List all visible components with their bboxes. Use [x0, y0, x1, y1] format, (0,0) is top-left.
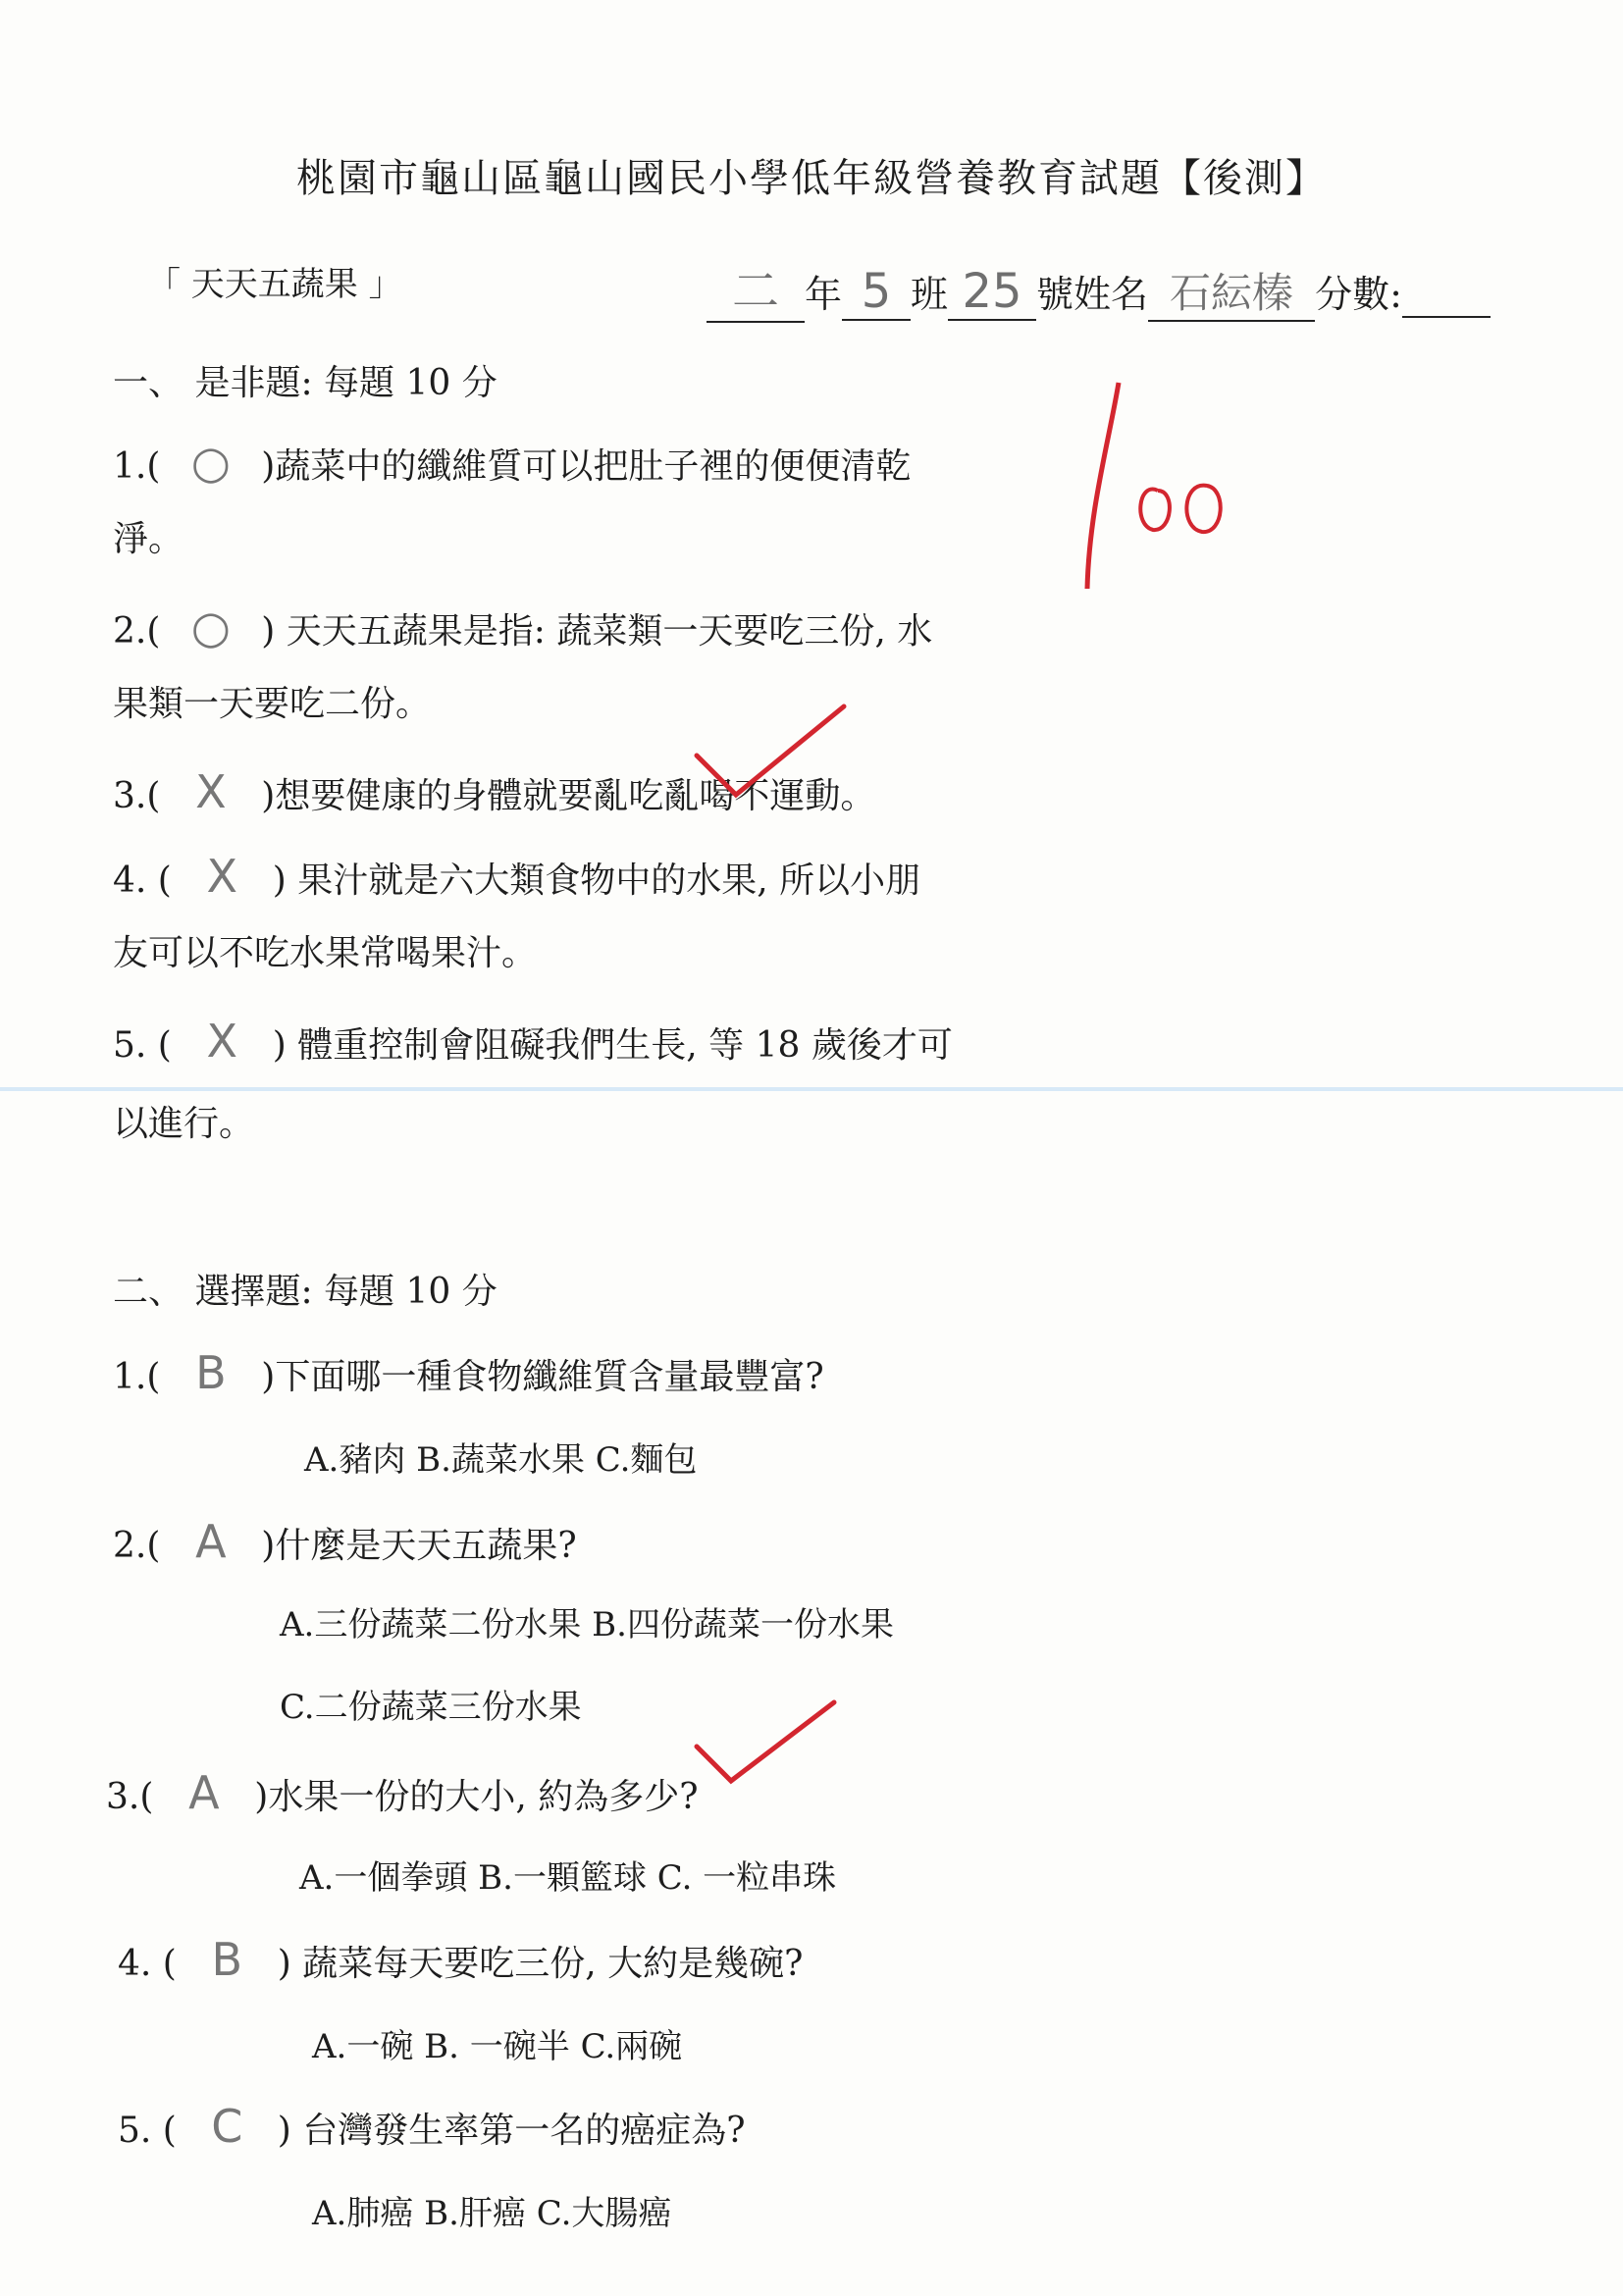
mc-answer-1: B	[195, 1346, 227, 1399]
tf-question-1: 1.( ○ )蔬菜中的纖維質可以把肚子裡的便便清乾	[113, 436, 912, 489]
mc-question-4-options: A.一碗 B. 一碗半 C.兩碗	[312, 2027, 683, 2066]
section1-heading: 一、 是非題: 每題 10 分	[113, 363, 497, 403]
tf-question-1-text: 蔬菜中的纖維質可以把肚子裡的便便清乾	[275, 446, 912, 487]
tf-question-3: 3.( X )想要健康的身體就要亂吃亂喝不運動。	[113, 765, 876, 818]
check-mark	[687, 1688, 844, 1796]
grade-value: 二	[707, 253, 805, 323]
tf-answer-5: X	[206, 1015, 238, 1068]
name-label: 姓名	[1073, 273, 1149, 316]
check-mark	[687, 697, 864, 814]
tf-question-5-cont: 以進行。	[113, 1104, 255, 1144]
section2-heading: 二、 選擇題: 每題 10 分	[113, 1272, 497, 1312]
tf-question-2-text: 天天五蔬果是指: 蔬菜類一天要吃三份, 水	[286, 611, 933, 652]
tf-answer-2: ○	[190, 600, 231, 653]
tf-question-4-text: 果汁就是六大類食物中的水果, 所以小朋	[297, 861, 921, 901]
mc-question-1-options: A.豬肉 B.蔬菜水果 C.麵包	[304, 1440, 698, 1480]
score-label: 分數:	[1315, 273, 1402, 316]
tf-question-5: 5. ( X ) 體重控制會阻礙我們生長, 等 18 歲後才可	[113, 1015, 953, 1068]
class-label: 班	[911, 273, 949, 316]
mc-question-4-text: 蔬菜每天要吃三份, 大約是幾碗?	[302, 1944, 804, 1984]
mc-answer-5: C	[211, 2100, 243, 2153]
paper-fold-line	[0, 1087, 1623, 1091]
seat-number-value: 25	[948, 264, 1036, 321]
tf-question-5-text: 體重控制會阻礙我們生長, 等 18 歲後才可	[297, 1025, 953, 1066]
tf-question-1-cont: 淨。	[113, 519, 184, 559]
mc-question-3-text: 水果一份的大小, 約為多少?	[268, 1777, 699, 1817]
mc-question-2-text: 什麼是天天五蔬果?	[275, 1526, 577, 1566]
mc-answer-4: B	[211, 1933, 243, 1986]
mc-question-1: 1.( B )下面哪一種食物纖維質含量最豐富?	[113, 1346, 824, 1399]
mc-question-5-options: A.肺癌 B.肝癌 C.大腸癌	[312, 2194, 672, 2233]
tf-answer-1: ○	[190, 436, 231, 489]
mc-question-4: 4. ( B ) 蔬菜每天要吃三份, 大約是幾碗?	[118, 1933, 804, 1986]
tf-question-4: 4. ( X ) 果汁就是六大類食物中的水果, 所以小朋	[113, 850, 921, 903]
mc-question-2-options-2: C.二份蔬菜三份水果	[280, 1688, 582, 1727]
mc-question-3: 3.( A )水果一份的大小, 約為多少?	[106, 1766, 699, 1819]
mc-question-2-options-1: A.三份蔬菜二份水果 B.四份蔬菜一份水果	[280, 1605, 894, 1644]
tf-question-2-cont: 果類一天要吃二份。	[113, 684, 432, 724]
grade-label: 年	[805, 273, 843, 316]
mc-question-5-text: 台灣發生率第一名的癌症為?	[302, 2111, 746, 2151]
mc-question-5: 5. ( C ) 台灣發生率第一名的癌症為?	[118, 2100, 746, 2153]
mc-question-2: 2.( A )什麼是天天五蔬果?	[113, 1515, 577, 1568]
student-info	[707, 253, 1491, 323]
seat-number-label: 號	[1036, 273, 1074, 316]
worksheet-subtitle: 「 天天五蔬果 」	[147, 265, 402, 304]
tf-question-4-cont: 友可以不吃水果常喝果汁。	[113, 933, 538, 973]
mc-answer-2: A	[195, 1515, 227, 1568]
mc-question-3-options: A.一個拳頭 B.一顆籃球 C. 一粒串珠	[299, 1858, 837, 1898]
page-title: 桃園市龜山區龜山國民小學低年級營養教育試題【後測】	[296, 156, 1327, 201]
tf-question-3-text: 想要健康的身體就要亂吃亂喝不運動。	[275, 776, 876, 816]
mc-answer-3: A	[188, 1766, 220, 1819]
score-mark-100	[1060, 353, 1256, 608]
class-value: 5	[842, 264, 911, 321]
tf-answer-4: X	[206, 850, 238, 903]
mc-question-1-text: 下面哪一種食物纖維質含量最豐富?	[275, 1357, 824, 1397]
student-name: 石紜榛	[1148, 261, 1315, 322]
tf-question-2: 2.( ○ ) 天天五蔬果是指: 蔬菜類一天要吃三份, 水	[113, 600, 933, 653]
tf-answer-3: X	[195, 765, 227, 818]
